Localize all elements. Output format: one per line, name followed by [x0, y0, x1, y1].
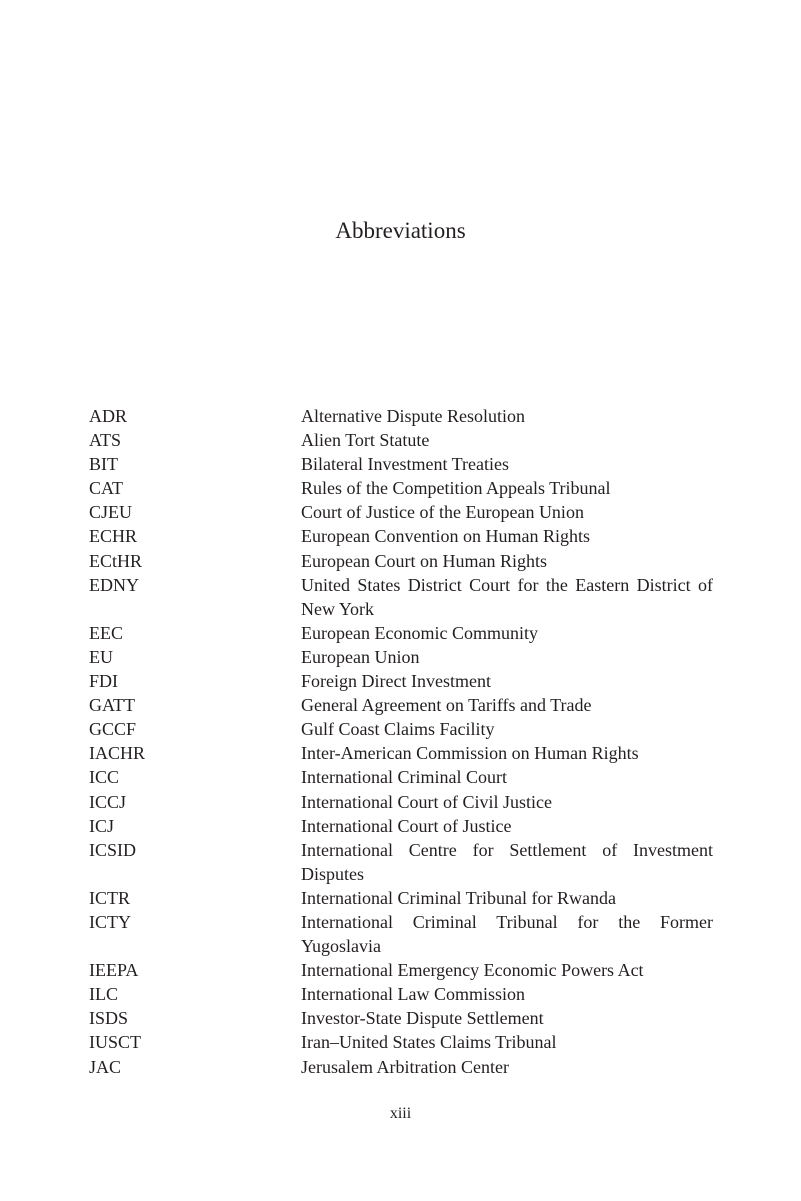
abbreviation-term: IEEPA [89, 960, 139, 981]
abbreviation-list [89, 404, 713, 1079]
abbreviation-row [89, 549, 713, 573]
abbreviation-term: ICCJ [89, 791, 127, 812]
abbreviation-row [89, 958, 713, 982]
abbreviation-row [89, 814, 713, 838]
abbreviation-row [89, 1006, 713, 1030]
abbreviation-term: IUSCT [89, 1032, 142, 1053]
abbreviation-definition: International Law Commission [301, 984, 525, 1005]
abbreviation-term: ICJ [89, 815, 115, 836]
abbreviation-definition: Gulf Coast Claims Facility [301, 719, 495, 740]
abbreviation-row [89, 982, 713, 1006]
abbreviation-definition: Investor-State Dispute Settlement [301, 1008, 544, 1029]
abbreviation-row [89, 452, 713, 476]
abbreviation-row [89, 910, 713, 958]
abbreviation-definition: Foreign Direct Investment [301, 671, 491, 692]
abbreviation-term: GATT [89, 695, 135, 716]
abbreviation-row [89, 476, 713, 500]
abbreviation-row [89, 717, 713, 741]
abbreviation-row [89, 404, 713, 428]
abbreviation-term: ICTR [89, 887, 131, 908]
abbreviation-definition: General Agreement on Tariffs and Trade [301, 695, 592, 716]
abbreviation-definition: International Criminal Tribunal for the Former Yugoslavia [301, 911, 713, 957]
abbreviation-row [89, 645, 713, 669]
abbreviation-row [89, 428, 713, 452]
abbreviation-row [89, 886, 713, 910]
abbreviation-definition: International Centre for Settlement of Investment Disputes [301, 839, 713, 884]
abbreviation-definition: International Emergency Economic Powers Act [301, 960, 644, 981]
abbreviation-row [89, 765, 713, 789]
abbreviation-term: ECtHR [89, 550, 143, 571]
page-number: xiii [389, 1105, 412, 1122]
abbreviation-definition: European Court on Human Rights [301, 550, 547, 571]
abbreviation-term: CJEU [89, 502, 133, 523]
abbreviation-term: JAC [89, 1056, 122, 1077]
abbreviation-definition: European Economic Community [301, 622, 538, 643]
abbreviation-row [89, 573, 713, 621]
abbreviation-definition: International Criminal Tribunal for Rwanda [301, 887, 616, 908]
abbreviation-term: ECHR [89, 526, 138, 547]
abbreviation-term: EU [89, 646, 113, 667]
abbreviation-definition: European Convention on Human Rights [301, 526, 590, 547]
abbreviation-definition: Bilateral Investment Treaties [301, 454, 509, 475]
abbreviation-term: ADR [89, 406, 128, 426]
abbreviation-definition: Jerusalem Arbitration Center [301, 1056, 509, 1077]
abbreviation-definition: International Criminal Court [301, 767, 507, 788]
abbreviation-term: ISDS [89, 1008, 129, 1029]
abbreviation-row [89, 524, 713, 548]
abbreviation-row [89, 693, 713, 717]
abbreviation-term: FDI [89, 671, 119, 692]
abbreviation-term: BIT [89, 454, 118, 475]
abbreviation-term: CAT [89, 478, 124, 499]
abbreviation-row [89, 838, 713, 886]
abbreviation-definition: European Union [301, 646, 420, 667]
abbreviation-row [89, 500, 713, 524]
abbreviation-row [89, 1055, 713, 1079]
abbreviation-row [89, 1030, 713, 1054]
abbreviation-row [89, 790, 713, 814]
abbreviation-term: ILC [89, 984, 118, 1005]
abbreviation-definition: Alternative Dispute Resolution [301, 406, 525, 426]
abbreviation-definition: Alien Tort Statute [301, 430, 430, 451]
abbreviation-term: EDNY [89, 574, 139, 595]
abbreviation-definition: International Court of Civil Justice [301, 791, 552, 812]
abbreviation-term: ATS [89, 430, 122, 451]
abbreviation-term: GCCF [89, 719, 137, 740]
page-title: Abbreviations [335, 218, 466, 243]
abbreviation-definition: Iran–United States Claims Tribunal [301, 1032, 557, 1053]
abbreviation-term: ICC [89, 767, 120, 788]
abbreviation-definition: United States District Court for the Eastern District of New York [301, 574, 713, 619]
abbreviation-row [89, 741, 713, 765]
abbreviation-row [89, 669, 713, 693]
abbreviation-term: ICTY [89, 911, 131, 932]
abbreviation-definition: International Court of Justice [301, 815, 512, 836]
abbreviation-term: ICSID [89, 839, 137, 860]
abbreviation-definition: Rules of the Competition Appeals Tribunal [301, 478, 611, 499]
abbreviation-term: EEC [89, 622, 123, 643]
abbreviation-term: IACHR [89, 743, 146, 764]
abbreviation-row [89, 621, 713, 645]
abbreviation-definition: Court of Justice of the European Union [301, 502, 584, 523]
abbreviation-definition: Inter-American Commission on Human Rights [301, 743, 639, 764]
